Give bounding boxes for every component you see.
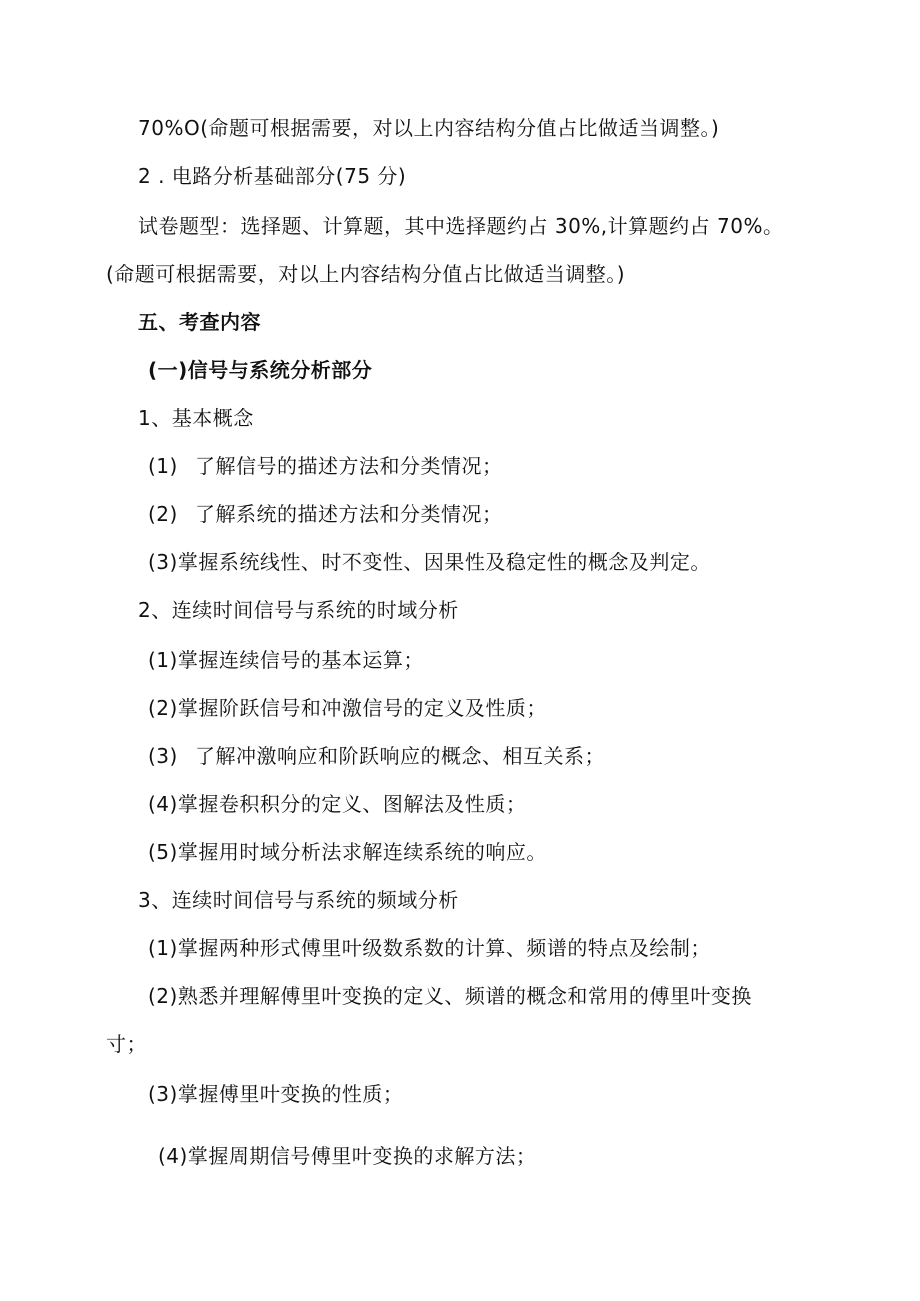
list-item: (1)掌握两种形式傅里叶级数系数的计算、频谱的特点及绘制； — [148, 936, 711, 960]
list-item: (3)掌握系统线性、时不变性、因果性及稳定性的概念及判定。 — [148, 550, 711, 574]
list-item: (4)掌握卷积积分的定义、图解法及性质； — [148, 792, 527, 816]
list-item: (5)掌握用时域分析法求解连续系统的响应。 — [148, 840, 547, 864]
subsection-heading: (一)信号与系统分析部分 — [148, 358, 373, 382]
list-item-number: (2) — [148, 502, 178, 526]
topic-heading-1: 1、基本概念 — [138, 406, 254, 430]
list-item-number: (3) — [148, 744, 178, 768]
list-item — [148, 500, 503, 528]
list-item-number: (1) — [148, 454, 178, 478]
topic-heading-3: 3、连续时间信号与系统的频域分析 — [138, 888, 459, 912]
topic-heading-2: 2、连续时间信号与系统的时域分析 — [138, 598, 459, 622]
list-item — [148, 452, 503, 480]
text-line-1: 70%O(命题可根据需要，对以上内容结构分值占比做适当调整。) — [138, 116, 720, 140]
list-item: (1)掌握连续信号的基本运算； — [148, 648, 424, 672]
text-line-3: 试卷题型：选择题、计算题，其中选择题约占 30%,计算题约占 70%。 — [138, 214, 784, 238]
list-item-continuation: 寸； — [106, 1032, 147, 1056]
text-line-2: 2 . 电路分析基础部分(75 分) — [138, 164, 407, 188]
list-item: (4)掌握周期信号傅里叶变换的求解方法； — [158, 1144, 537, 1168]
list-item — [148, 742, 605, 770]
list-item-text: 了解信号的描述方法和分类情况； — [195, 454, 503, 478]
list-item: (3)掌握傅里叶变换的性质； — [148, 1082, 404, 1106]
list-item-text: 了解冲激响应和阶跃响应的概念、相互关系； — [195, 744, 605, 768]
list-item: (2)熟悉并理解傅里叶变换的定义、频谱的概念和常用的傅里叶变换 — [148, 984, 752, 1008]
list-item-text: 了解系统的描述方法和分类情况； — [195, 502, 503, 526]
section-heading: 五、考查内容 — [138, 310, 261, 334]
list-item: (2)掌握阶跃信号和冲激信号的定义及性质； — [148, 696, 547, 720]
text-line-4: (命题可根据需要，对以上内容结构分值占比做适当调整。) — [106, 262, 626, 286]
